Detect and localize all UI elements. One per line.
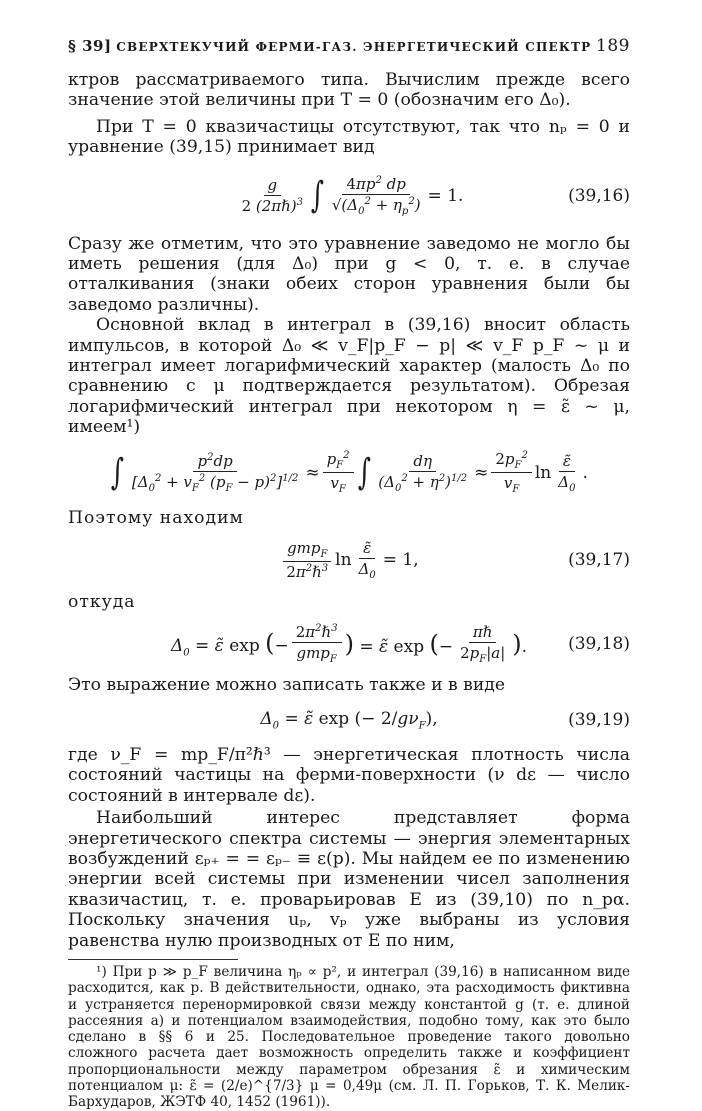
footnote-rule xyxy=(68,959,238,960)
paragraph-4: Основной вклад в интеграл в (39,16) вносит область импульсов, в которой Δ₀ ≪ v_F|p_F − p| ≪ v_F p_F ~ μ и интеграл имеет логарифмический характер (малость Δ₀ по сравнению с μ подтверждается результатом). Обрезая логарифмический интеграл при некотором η = ε̃ ~ μ, имеем¹) xyxy=(68,315,630,438)
equation-39-18 xyxy=(68,619,630,669)
paragraph-5: Поэтому находим xyxy=(68,507,244,528)
paragraph-6: откуда xyxy=(68,592,136,613)
equation-log-integral xyxy=(68,444,630,502)
equation-body: $\frac{g}{2 (2\pi\hbar)^3}$ ∫ $\frac{4\pi p^2 dp}{√(\Delta_0^2 + \eta_p^2)}$ = 1. xyxy=(241,174,464,217)
equation-label: (39,17) xyxy=(568,550,630,571)
paragraph-9: Наибольший интерес представляет форма энергетического спектра системы — энергия элементарных возбуждений εₚ₊ = = εₚ₋ ≡ ε(p). Мы найдем ее по изменению энергии всей системы при изменении чисел заполнения квазичастиц, т. е. проварьировав E из (39,10) по n_pα. Поскольку значения uₚ, vₚ уже выбраны из условия равенства нулю производных от E по ним, xyxy=(68,808,630,951)
paragraph-7: Это выражение можно записать также и в виде xyxy=(68,674,506,695)
equation-body: $\Delta_0$ = ε̃ exp (− $\frac{2\pi^2\hbar^3}{gmp_F}$ ) = ε̃ exp (− $\frac{\text{πℏ}}{2p_F|a|}$ ). xyxy=(170,622,528,665)
section-number: § 39] xyxy=(68,37,112,55)
equation-label: (39,18) xyxy=(568,633,630,654)
paragraph-8: где ν_F = mp_F/π²ℏ³ — энергетическая плотность числа состояний частицы на ферми-поверхности (ν dε — число состояний в интервале dε). xyxy=(68,744,630,806)
footnote xyxy=(68,964,630,1111)
page-number: 189 xyxy=(596,36,630,56)
equation-39-16 xyxy=(68,164,630,228)
equation-body: $\Delta_0$ = ε̃ exp (− $2/g\nu_F$), xyxy=(260,708,438,732)
paragraph-1: ктров рассматриваемого типа. Вычислим прежде всего значение этой величины при T = 0 (обозначим его Δ₀). xyxy=(68,70,630,111)
equation-body: $\frac{gmp_F}{2\pi^2\hbar^3}$ ln $\frac{\varepsiloñ}{\Delta_0}$ = 1, xyxy=(68,539,630,581)
book-page xyxy=(68,36,630,1111)
equation-39-17 xyxy=(68,534,630,586)
equation-label: (39,19) xyxy=(568,709,630,730)
footnote-text: ¹) При p ≫ p_F величина ηₚ ∝ p², и интеграл (39,16) в написанном виде расходится, как p. В действительности, однако, эта расходимость фиктивна и устраняется перенормировкой связи между константой g (т. е. длиной рассеяния a) и потенциалом взаимодействия, подобно тому, как это было сделано в §§ 6 и 25. Последовательное проведение такого довольно сложного расчета дает возможность определить также и коэффициент пропорциональности между параметром обрезания ε̃ и химическим потенциалом μ: ε̃ = (2/e)^{7/3} μ = 0,49μ (см. Л. П. Горьков, Т. К. Мелик-Бархударов, ЖЭТФ 40, 1452 (1961)). xyxy=(68,963,630,1111)
running-header xyxy=(68,36,630,70)
equation-label: (39,16) xyxy=(568,185,630,206)
equation-body: ∫ $\frac{p^2dp}{[\Delta_0^2 + v_F^2 (p_F - p)^2]^{1/2}}$ ≈ $\frac{p_F^2}{v_F}$ ∫ $\frac{d\eta}{(\Delta_0^2 + \eta^2)^{1/2}}$ ≈ $\frac{2p_F^2}{v_F}$ ln $\frac{\varepsiloñ}{\Delta_0}$ . xyxy=(110,450,588,496)
paragraph-3: Сразу же отметим, что это уравнение заведомо не могло бы иметь решения (для Δ₀) при g < 0, т. е. в случае отталкивания (знаки обеих сторон уравнения были бы заведомо различны). xyxy=(68,233,630,315)
equation-39-19 xyxy=(68,701,630,739)
running-title: СВЕРХТЕКУЧИЙ ФЕРМИ-ГАЗ. ЭНЕРГЕТИЧЕСКИЙ СПЕКТР xyxy=(116,40,592,54)
paragraph-2: При T = 0 квазичастицы отсутствуют, так что nₚ = 0 и уравнение (39,15) принимает вид xyxy=(68,116,630,158)
